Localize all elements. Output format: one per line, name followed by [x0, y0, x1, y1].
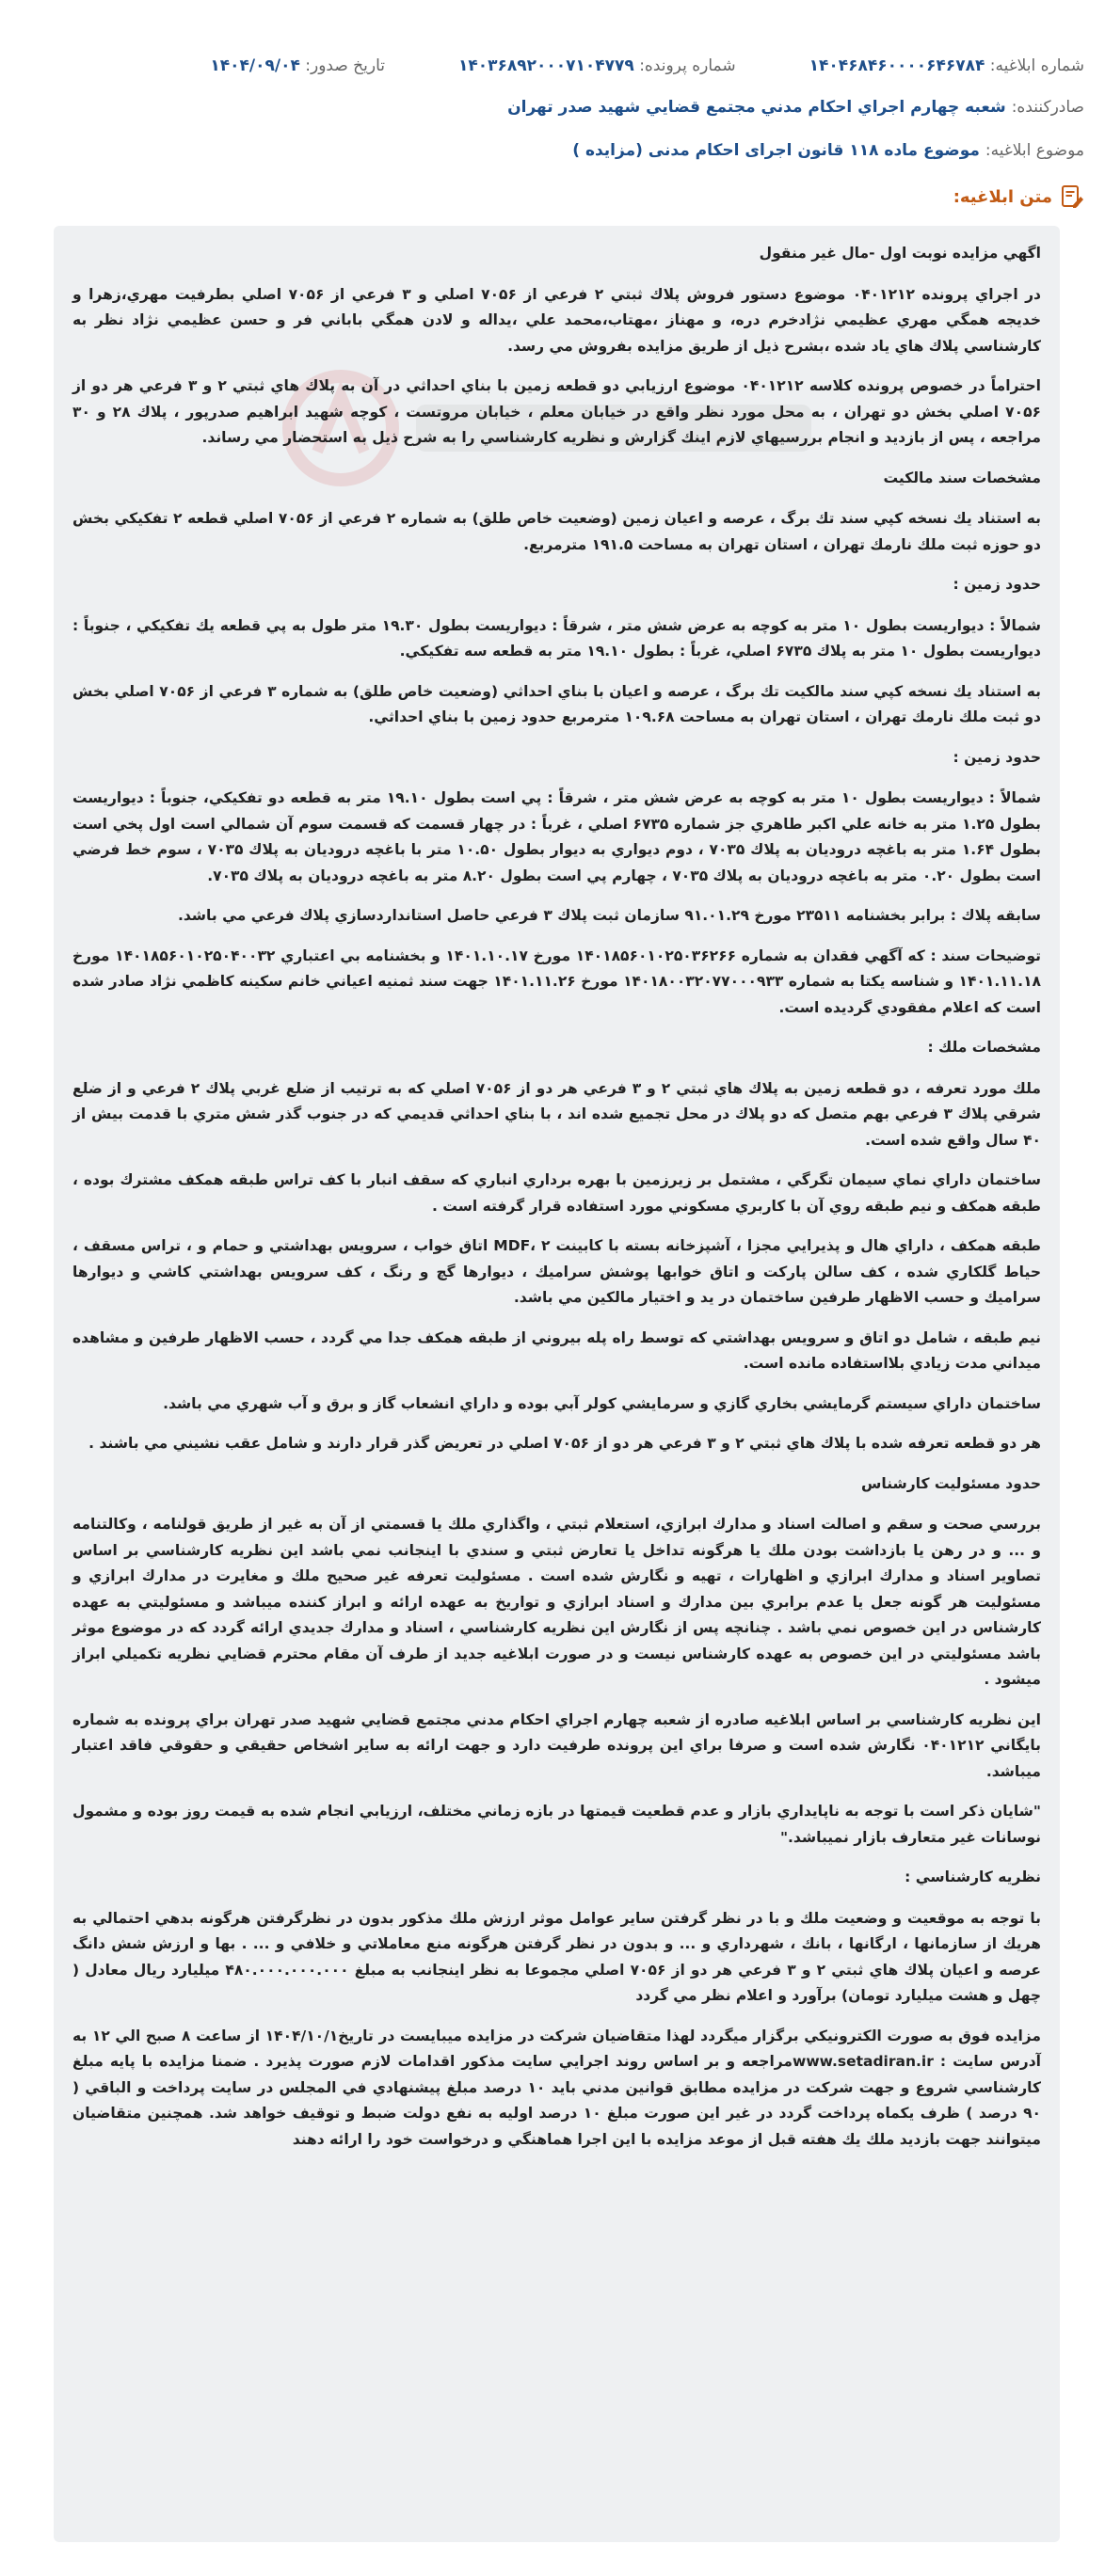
- notice-paragraph: طبقه همكف ، داراي هال و پذيرايي مجزا ، آشپزخانه بسته با كابينت MDF، ۲ اتاق خواب ، سرويس بهداشتي و حمام و ، تراس مسقف ، حياط گلكاري شده ، كف سالن پاركت و اتاق خوابها پوشش سراميك ، ديوارها گچ و رنگ ، كف سرويس بهداشتي كاشي و ديوارها سراميك و حسب الاظهار طرفين ساختمان در يد و اختيار مالكين مي باشد.: [72, 1237, 1041, 1306]
- notice-number-value: ۱۴۰۴۶۸۴۶۰۰۰۰۶۴۶۷۸۴: [809, 56, 985, 75]
- notice-paragraph: حدود زمين :: [953, 576, 1041, 593]
- notice-paragraph: با توجه به موقعيت و وضعيت ملك و با در نظر گرفتن ساير عوامل موثر ارزش ملك مذكور بدون در نظرگرفتن هرگونه بدهي احتمالي به هريك از سازمانها ، ارگانها ، بانك ، شهرداري و ... و بدون در نظر گرفتن هرگونه منع معاملاتي و خلافي و ... . بها و ارزش شش دانگ عرصه و اعيان پلاك هاي ثبتي ۲ و ۳ فرعي هر دو از ۷۰۵۶ اصلي مجموعا به نظر اينجانب به مبلغ ۴۸۰.۰۰۰.۰۰۰.۰۰۰ ميليارد ريال معادل ( چهل و هشت ميليارد تومان) برآورد و اعلام نظر مي گردد: [72, 1909, 1041, 2004]
- notice-paragraph: مزايده فوق به صورت الكترونيكي برگزار ميگردد لهذا متقاضيان شركت در مزايده ميبايست در تاريخ۱۴۰۴/۱۰/۱ از ساعت ۸ صبح الي ۱۲ به آدرس سايت : www.setadiran.irمراجعه و بر اساس روند اجرايي سايت مذكور اقدامات لازم صورت پذيرد . ضمنا مزايده با پايه مبلغ كارشناسي شروع و جهت شركت در مزايده مطابق قوانين مدني بايد ۱۰ درصد مبلغ پيشنهادي في المجلس در سايت پرداخت و الباقي ( ۹۰ درصد ) ظرف يكماه پرداخت گردد در غير اين صورت مبلغ ۱۰ درصد اوليه به نفع دولت ضبط و توقيف خواهد شد. همچنين متقاضيان ميتوانند جهت بازديد ملك يك هفته قبل از موعد مزايده با اين اجرا هماهنگي و درخواست خود را ارائه دهند: [72, 2027, 1042, 2148]
- notice-number-label: شماره ابلاغیه:: [989, 56, 1084, 75]
- notice-paragraph: هر دو قطعه تعرفه شده با پلاك هاي ثبتي ۲ و ۳ فرعي هر دو از ۷۰۵۶ اصلي در تعريض گذر قرار دارند و شامل عقب نشيني مي باشند .: [88, 1435, 1041, 1452]
- subject-value: موضوع ماده ۱۱۸ قانون اجرای احکام مدنی (مزایده ): [572, 140, 980, 160]
- notice-paragraph: نيم طبقه ، شامل دو اتاق و سرويس بهداشتي كه توسط راه پله بيروني از طبقه همكف جدا مي گردد ، حسب الاظهار طرفين و مشاهده ميداني مدت زيادي بلااستفاده مانده است.: [72, 1328, 1041, 1372]
- notice-paragraph: سابقه پلاك : برابر بخشنامه ۲۳۵۱۱ مورخ ۹۱.۰۱.۲۹ سازمان ثبت پلاك ۳ فرعي حاصل استانداردسازي پلاك فرعي مي باشد.: [177, 907, 1041, 924]
- notice-number: [809, 56, 1084, 76]
- case-number: [458, 56, 736, 76]
- notice-body: [54, 226, 1060, 2542]
- notice-paragraph: نظريه كارشناسي :: [905, 1868, 1041, 1885]
- notice-paragraph: بررسي صحت و سقم و اصالت اسناد و مدارك ابرازي، استعلام ثبتي ، واگذاري ملك يا قسمتي از آن به غير از طريق قولنامه ، وكالتنامه و ... و در رهن يا بازداشت بودن ملك يا هرگونه تداخل يا تعارض ثبتي و سندي با اينجانب نمي باشد اين نظريه كارشناسي بر اساس تصاوير اسناد و مدارك ابرازي و اظهارات ، تهيه و نگارش شده است . مسئوليت تعرفه غير صحيح ملك و مغايرت در مدارك ابرازي و مسئوليت هر گونه جعل يا عدم برابري بين مدارك و اسناد ابرازي و تواريخ به عهده ارائه و ابراز كننده ميباشد و مسئوليتي به عهده كارشناس در اين خصوص نمي باشد . چنانچه پس از نگارش اين نظريه كارشناسي ، اسناد و مدارك جديدي ارائه گردد كه در موضوع موثر باشد مسئوليتي در اين خصوص به عهده كارشناس نيست و در صورت ابلاغيه جديد از طرف آن مقام محترم قضايي نظريه تكميلي ابراز ميشود .: [72, 1516, 1041, 1688]
- notice-paragraph: به استناد يك نسخه كپي سند مالكيت تك برگ ، عرصه و اعيان با بناي احداثي (وضعيت خاص طلق) به شماره ۳ فرعي از ۷۰۵۶ اصلي بخش دو ثبت ملك نارمك تهران ، استان تهران به مساحت ۱۰۹.۶۸ مترمربع حدود زمين با بناي احداثي.: [72, 682, 1041, 725]
- notice-paragraph: اگهي مزايده نوبت اول -مال غير منقول: [759, 245, 1041, 262]
- paragraph-list: [72, 241, 1041, 2153]
- notice-header: [0, 0, 1105, 235]
- issue-date-value: ۱۴۰۴/۰۹/۰۴: [210, 56, 300, 75]
- notice-paragraph: ملك مورد تعرفه ، دو قطعه زمين به پلاك هاي ثبتي ۲ و ۳ فرعي هر دو از ۷۰۵۶ اصلي كه به ترتيب از ضلع غربي پلاك ۲ فرعي و از ضلع شرقي پلاك ۳ فرعي بهم متصل كه دو پلاك در محل تجميع شده اند ، با بناي احداثي قديمي كه در جنوب گذر شش متري با قدمت بيش از ۴۰ سال واقع شده است.: [72, 1079, 1041, 1149]
- notice-paragraph: ساختمان داراي سيستم گرمايشي بخاري گازي و سرمايشي كولر آبي بوده و داراي انشعاب گاز و برق و آب شهري مي باشد.: [163, 1394, 1041, 1412]
- notice-paragraph: حدود زمين :: [953, 748, 1041, 766]
- notice-paragraph: "شايان ذكر است با توجه به ناپايداري بازار و عدم قطعيت قيمتها در بازه زماني مختلف، ارزيابي انجام شده به قيمت روز بوده و مشمول نوسانات غير متعارف بازار نميباشد.": [72, 1803, 1041, 1846]
- document-edit-icon: [1060, 184, 1084, 209]
- notice-paragraph: به استناد يك نسخه كپي سند تك برگ ، عرصه و اعيان زمين (وضعيت خاص طلق) به شماره ۲ فرعي از ۷۰۵۶ اصلي قطعه ۲ تفكيكي بخش دو حوزه ثبت ملك نارمك تهران ، استان تهران به مساحت ۱۹۱.۵ مترمربع.: [72, 510, 1041, 553]
- notice-text-title: متن ابلاغیه:: [953, 186, 1052, 207]
- issuer-row: [56, 83, 1084, 132]
- issuer-value: شعبه چهارم اجراي احكام مدني مجتمع قضايي شهيد صدر تهران: [507, 97, 1006, 117]
- notice-paragraph: ساختمان داراي نماي سيمان تگرگي ، مشتمل بر زيرزمين با بهره برداري انباري كه سقف انبار با كف تراس طبقه همكف مشترك بوده ، طبقه همكف و نيم طبقه روي آن با كاربري مسكوني مورد استفاده قرار گرفته است .: [72, 1171, 1041, 1215]
- issue-date-label: تاریخ صدور:: [305, 56, 385, 75]
- notice-paragraph: مشخصات سند مالكيت: [883, 469, 1041, 486]
- issuer-label: صادرکننده:: [1011, 97, 1084, 117]
- notice-paragraph: شمالاً : ديواريست بطول ۱۰ متر به كوچه به عرض شش متر ، شرقاً : پي است بطول ۱۹.۱۰ متر به قطعه دو تفكيكي، جنوباً : ديواريست بطول ۱.۲۵ متر به خانه علي اكبر طاهري جز شماره ۶۷۳۵ اصلي ، غرباً : در چهار قسمت كه قسمت سوم آن شمالي است اول پخي است بطول ۱.۶۴ متر به باغچه دروديان به پلاك ۷۰۳۵ ، دوم ديواري به ديوار بطول ۱۰.۵۰ متر با باغچه دروديان به پلاك ۷۰۳۵ ، سوم خط فرضي است بطول ۰.۲۰ متر به باغچه دروديان به پلاك ۷۰۳۵ ، چهارم پي است بطول ۸.۲۰ متر به باغچه دروديان به پلاك ۷۰۳۵.: [72, 789, 1041, 884]
- notice-paragraph: مشخصات ملك :: [927, 1039, 1041, 1056]
- notice-paragraph: احتراماً در خصوص پرونده كلاسه ۰۴۰۱۲۱۲ موضوع ارزيابي دو قطعه زمين با بناي احداثي در آن به پلاك هاي ثبتي ۲ و ۳ فرعي هر دو از ۷۰۵۶ اصلي بخش دو تهران ، به محل مورد نظر واقع در خيابان معلم ، خيابان مروتست ، كوچه شهيد ابراهيم صدرپور ، پلاك ۲۸ و ۳۰ مراجعه ، پس از بازديد و انجام بررسيهاي لازم اينك گزارش و نظريه كارشناسي را به شرح ذيل به استحضار مي رساند.: [72, 377, 1041, 446]
- notice-paragraph: اين نظريه كارشناسي بر اساس ابلاغيه صادره از شعبه چهارم اجراي احكام مدني مجتمع قضايي شهيد صدر تهران براي پرونده به شماره بايگاني ۰۴۰۱۲۱۲ نگارش شده است و صرفا براي اين پرونده طرفيت دارد و جهت ارائه به ساير اشخاص حقيقي و حقوقي فاقد اعتبار ميباشد.: [72, 1710, 1041, 1780]
- notice-paragraph: حدود مسئوليت كارشناس: [860, 1474, 1041, 1492]
- notice-paragraph: شمالاً : ديواريست بطول ۱۰ متر به كوچه به عرض شش متر ، شرقاً : ديواريست بطول ۱۹.۳۰ متر طول به پي قطعه يك تفكيكي ، جنوباً : ديواريست بطول ۱۰ متر به پلاك ۶۷۳۵ اصلي، غرباً : بطول ۱۹.۱۰ متر به قطعه سه تفكيكي.: [72, 616, 1041, 660]
- meta-row: [56, 49, 1084, 83]
- subject-label: موضوع ابلاغیه:: [985, 140, 1084, 160]
- subject-row: [56, 132, 1084, 169]
- case-number-label: شماره پرونده:: [639, 56, 736, 75]
- notice-text-heading: [953, 184, 1084, 209]
- notice-paragraph: در اجراي پرونده ۰۴۰۱۲۱۲ موضوع دستور فروش پلاك ثبتي ۲ فرعي از ۷۰۵۶ اصلي و ۳ فرعي از ۷۰۵۶ اصلي بطرفيت مهري،زهرا و خديجه همگي مهري عظيمي نژادخرم دره، و مهناز ،مهتاب،محمد علي ،يداله و لادن همگي باباني فر و حسن عظيمي نژاد نظر به كارشناسي پلاك هاي ياد شده ،بشرح ذيل از طريق مزايده بفروش مي رسد.: [72, 285, 1042, 355]
- notice-paragraph: توضيحات سند : كه آگهي فقدان به شماره ۱۴۰۱۸۵۶۰۱۰۲۵۰۳۶۲۶۶ مورخ ۱۴۰۱.۱۰.۱۷ و بخشنامه بي اعتباري ۱۴۰۱۸۵۶۰۱۰۲۵۰۴۰۰۳۲ مورخ ۱۴۰۱.۱۱.۱۸ و شناسه يكتا به شماره ۱۴۰۱۸۰۰۳۲۰۷۷۰۰۰۹۳۳ مورخ ۱۴۰۱.۱۱.۲۶ جهت سند ثمنيه اعياني خانم سكينه كاظمي نژاد صادر شده است كه اعلام مفقودي گرديده است.: [72, 946, 1041, 1016]
- issue-date: [210, 56, 385, 76]
- case-number-value: ۱۴۰۳۶۸۹۲۰۰۰۷۱۰۴۷۷۹: [458, 56, 634, 75]
